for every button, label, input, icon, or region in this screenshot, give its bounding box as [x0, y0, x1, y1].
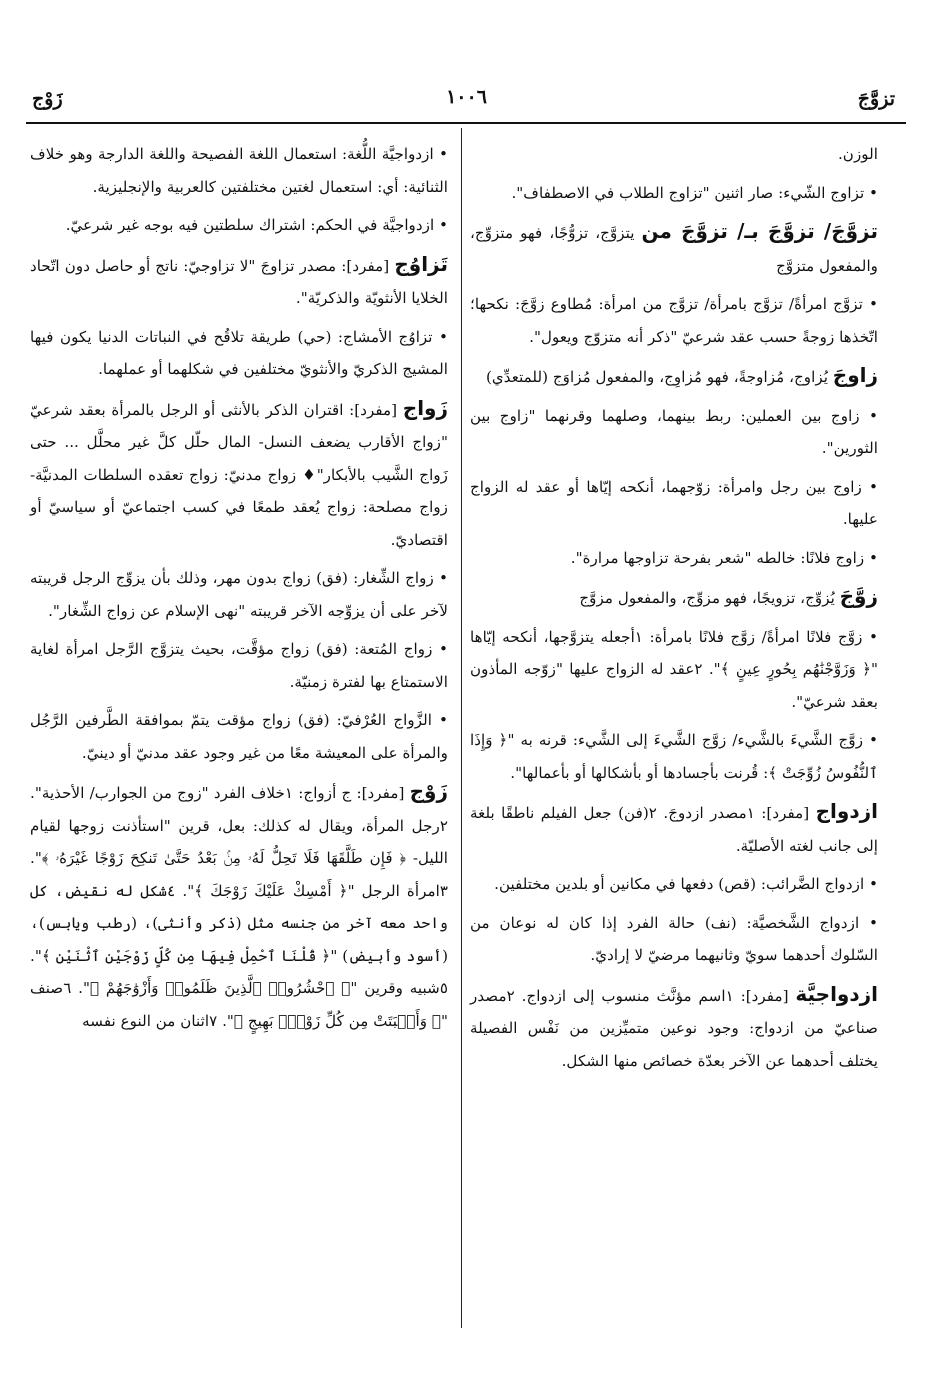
column-divider	[461, 128, 462, 1328]
entry-text: • زوَّج فلانًا امرأةً/ زوَّج فلانًا بامرأة: ١أجعله يتزوَّجها، أنكحه إيّاها "﴿ وَزَوَّجْنَٰهُم بِحُورٍ عِينٍ ﴾". ٢عقد له الزواج عليها "زوّجه المأذون بعقد شرعيّ".	[470, 627, 879, 711]
header-guide-word-left: زَوْج	[32, 88, 63, 110]
dictionary-entry	[30, 775, 448, 1037]
headword: تزوَّجَ/ تزوَّجَ بـ/ تزوَّجَ من	[641, 219, 878, 243]
entry-text: يُزوِّج، تزويجًا، فهو مزوِّج، والمفعول مزوَّج	[579, 589, 840, 607]
left-column	[30, 138, 448, 1043]
entry-text: • الزَّواج العُرْفيّ: (فق) زواج مؤقت يتمّ بموافقة الطَّرفين الرَّجُل والمرأة على المعيشة معًا من غير وجود عقد مدنيّ أو دينيّ.	[30, 711, 448, 762]
entry-text: [مفرد]: اقتران الذكر بالأنثى أو الرجل بالمرأة بعقد شرعيّ "زواج الأقارب يضعف النسل- المال حلّل كلَّ غير محلَّل ... حتى زَواج الشَّيب بالأبكار"♦ زواج مدنيّ: زواج تعقده السلطات المدنيَّة- زواج مصلحة: زواج يُعقد طمعًا في كسب اجتماعيّ أو سياسيّ أو اقتصاديّ.	[30, 400, 448, 549]
entry-text: • زاوج بين العملين: ربط بينهما، وصلهما وقرنهما "زاوج بين الثورين".	[470, 406, 878, 457]
entry-text: • زاوج فلانًا: خالطه "شعر بفرحة تزاوجها مرارة".	[570, 548, 878, 567]
page-number: ١٠٠٦	[446, 86, 487, 108]
dictionary-entry	[30, 209, 448, 242]
headword: زَواج	[402, 395, 448, 420]
dictionary-entry	[470, 978, 878, 1078]
entry-text: • زوَّج الشَّيءَ بالشَّيء/ زوَّج الشَّيءَ إلى الشَّيء: قرنه به "﴿ وَإِذَا ٱلنُّفُوسُ زُوِّجَتْ ﴾: قُرنت بأجسادها أو بأشكالها أو بأعمالها".	[470, 731, 878, 782]
entry-text: • زواج الشِّغار: (فق) زواج بدون مهر، وذلك بأن يزوِّج الرجل قريبته لآخر على أن يزوِّجه الآخر قريبته "نهى الإسلام عن زواج الشِّغار".	[30, 569, 448, 620]
dictionary-entry	[470, 215, 878, 282]
entry-text: [مفرد]: ١اسم مؤنَّث منسوب إلى ازدواج. ٢مصدر صناعيّ من ازدواج: وجود نوعين متميِّزين من نَفْس الفصيلة يختلف أحدهما عن الآخر بعدّة خصائص منها الشكل.	[470, 986, 878, 1070]
dictionary-entry	[470, 288, 878, 353]
dictionary-entry	[470, 907, 878, 972]
dictionary-entry	[470, 795, 878, 862]
entry-text: • تزاوُج الأمشاج: (حي) طريقة تلاقُح في النباتات الدنيا يكون فيها المشيج الذكريّ والأنثويّ مختلفين في شكلهما أو عملهما.	[30, 327, 448, 378]
entry-text: [مفرد]: ج أزواج: ١خلاف الفرد "زوج من الجوارب/ الأحذية". ٢رجل المرأة، ويقال له كذلك: بعل، قرين "استأذنت زوجها لقيام الليل- ﴿ فَإِن طَلَّقَهَا فَلَا تَحِلُّ لَهُۥ مِنۢ بَعْدُ حَتَّىٰ تَنكِحَ زَوْجًا غَيْرَهُۥ ﴾". ٣امرأة الرجل "﴿ أَمْسِكْ عَلَيْكَ زَوْجَكَ ﴾". ٤شكل له نقيض، كل واحد معه آخر من جنسه مثل (ذكر وأنثى)، (رطب ويابس)، (أسود وأبيض) "﴿ قُلْنَا ٱحْمِلْ فِيهَا مِن كُلٍّ زَوْجَيْنِ ٱثْنَيْنِ ﴾". ٥شبيه وقرين "﴿ ٱحْشُرُوا۟ ٱلَّذِينَ ظَلَمُوا۟ وَأَزْوَٰجَهُمْ ﴾". ٦صنف "﴿ وَأَنۢبَتَتْ مِن كُلِّ زَوْجٍۭ بَهِيجٍ ﴾". ٧اثنان من النوع نفسه	[30, 784, 449, 1030]
dictionary-entry	[30, 392, 448, 557]
entry-text: • ازدواجيَّة اللُّغة: استعمال اللغة الفصيحة واللغة الدارجة وهو خلاف الثنائية: أي: استعمال لغتين مختلفتين كالعربية والإنجليزية.	[30, 145, 448, 196]
dictionary-entry	[30, 704, 448, 769]
dictionary-entry	[30, 138, 448, 203]
dictionary-entry	[30, 321, 448, 386]
headword: ازدواج	[815, 799, 878, 823]
headword: زاوجَ	[832, 363, 878, 387]
entry-text: الوزن.	[837, 145, 878, 163]
entry-text: [مفرد]: مصدر تزاوجَ "لا تزاوجيّ: ناتج أو حاصل دون اتّحاد الخلايا الأنثويّة والذكريّة".	[30, 256, 448, 307]
dictionary-entry	[470, 542, 878, 575]
headword: زَوْج	[409, 779, 448, 803]
dictionary-entry	[470, 138, 878, 171]
headword: تَزاوُج	[394, 251, 448, 276]
header-guide-word-right: تزوَّجَ	[857, 88, 895, 110]
entry-text: • زواج المُتعة: (فق) زواج مؤقَّت، بحيث يتزوَّج الرَّجل امرأة لغاية الاستمتاع بها لفترة زمنيّة.	[30, 640, 448, 691]
dictionary-entry	[470, 177, 878, 210]
entry-text: • زاوج بين رجل وامرأة: زوّجهما، أنكحه إيّاها أو عقد له الزواج عليها.	[470, 477, 878, 528]
dictionary-entry	[470, 400, 878, 465]
entry-text: • ازدواج الشَّخصيَّة: (نف) حالة الفرد إذا كان له نوعان من السّلوك أحدهما سويّ وثانيهما مرضيّ لا إراديّ.	[470, 913, 878, 964]
dictionary-entry	[30, 562, 448, 627]
dictionary-entry	[470, 359, 878, 394]
dictionary-entry	[470, 868, 878, 901]
entry-text: • تزاوج الشّيء: صار اثنين "تزاوج الطلاب في الاصطفاف".	[511, 183, 878, 202]
page-header	[30, 70, 903, 120]
entry-text: [مفرد]: ١مصدر ازدوجَ. ٢(فن) جعل الفيلم ناطقًا بلغة إلى جانب لغته الأصليّة.	[470, 804, 878, 855]
dictionary-entry	[470, 621, 878, 719]
entry-text: • ازدواج الضَّرائب: (قص) دفعها في مكانين أو بلدين مختلفين.	[494, 875, 878, 893]
entry-text: يُزاوج، مُزاوجةً، فهو مُزاوِج، والمفعول مُزاوَج (للمتعدِّي)	[485, 368, 833, 386]
dictionary-entry	[470, 580, 878, 615]
dictionary-entry	[30, 633, 448, 698]
headword: ازدواجيَّة	[795, 981, 878, 1006]
dictionary-entry	[470, 471, 878, 536]
dictionary-entry	[30, 248, 448, 315]
header-rule	[26, 122, 906, 124]
right-column	[470, 138, 878, 1083]
entry-text: يتزوَّج، تزوُّجًا، فهو متزوِّج، والمفعول متزوَّج	[470, 224, 878, 275]
headword: زوَّجَ	[839, 584, 878, 608]
entry-text: • تزوَّج امرأةً/ تزوَّج بامرأة/ تزوَّج من امرأة: مُطاوع زوَّجَ: نكحها؛ اتّخذها زوجةً حسب عقد شرعيّ "ذكر أنه متزوّج ويعول".	[470, 295, 878, 346]
dictionary-entry	[470, 724, 878, 789]
entry-text: • ازدواجيَّة في الحكم: اشتراك سلطتين فيه بوجه غير شرعيّ.	[65, 216, 448, 234]
